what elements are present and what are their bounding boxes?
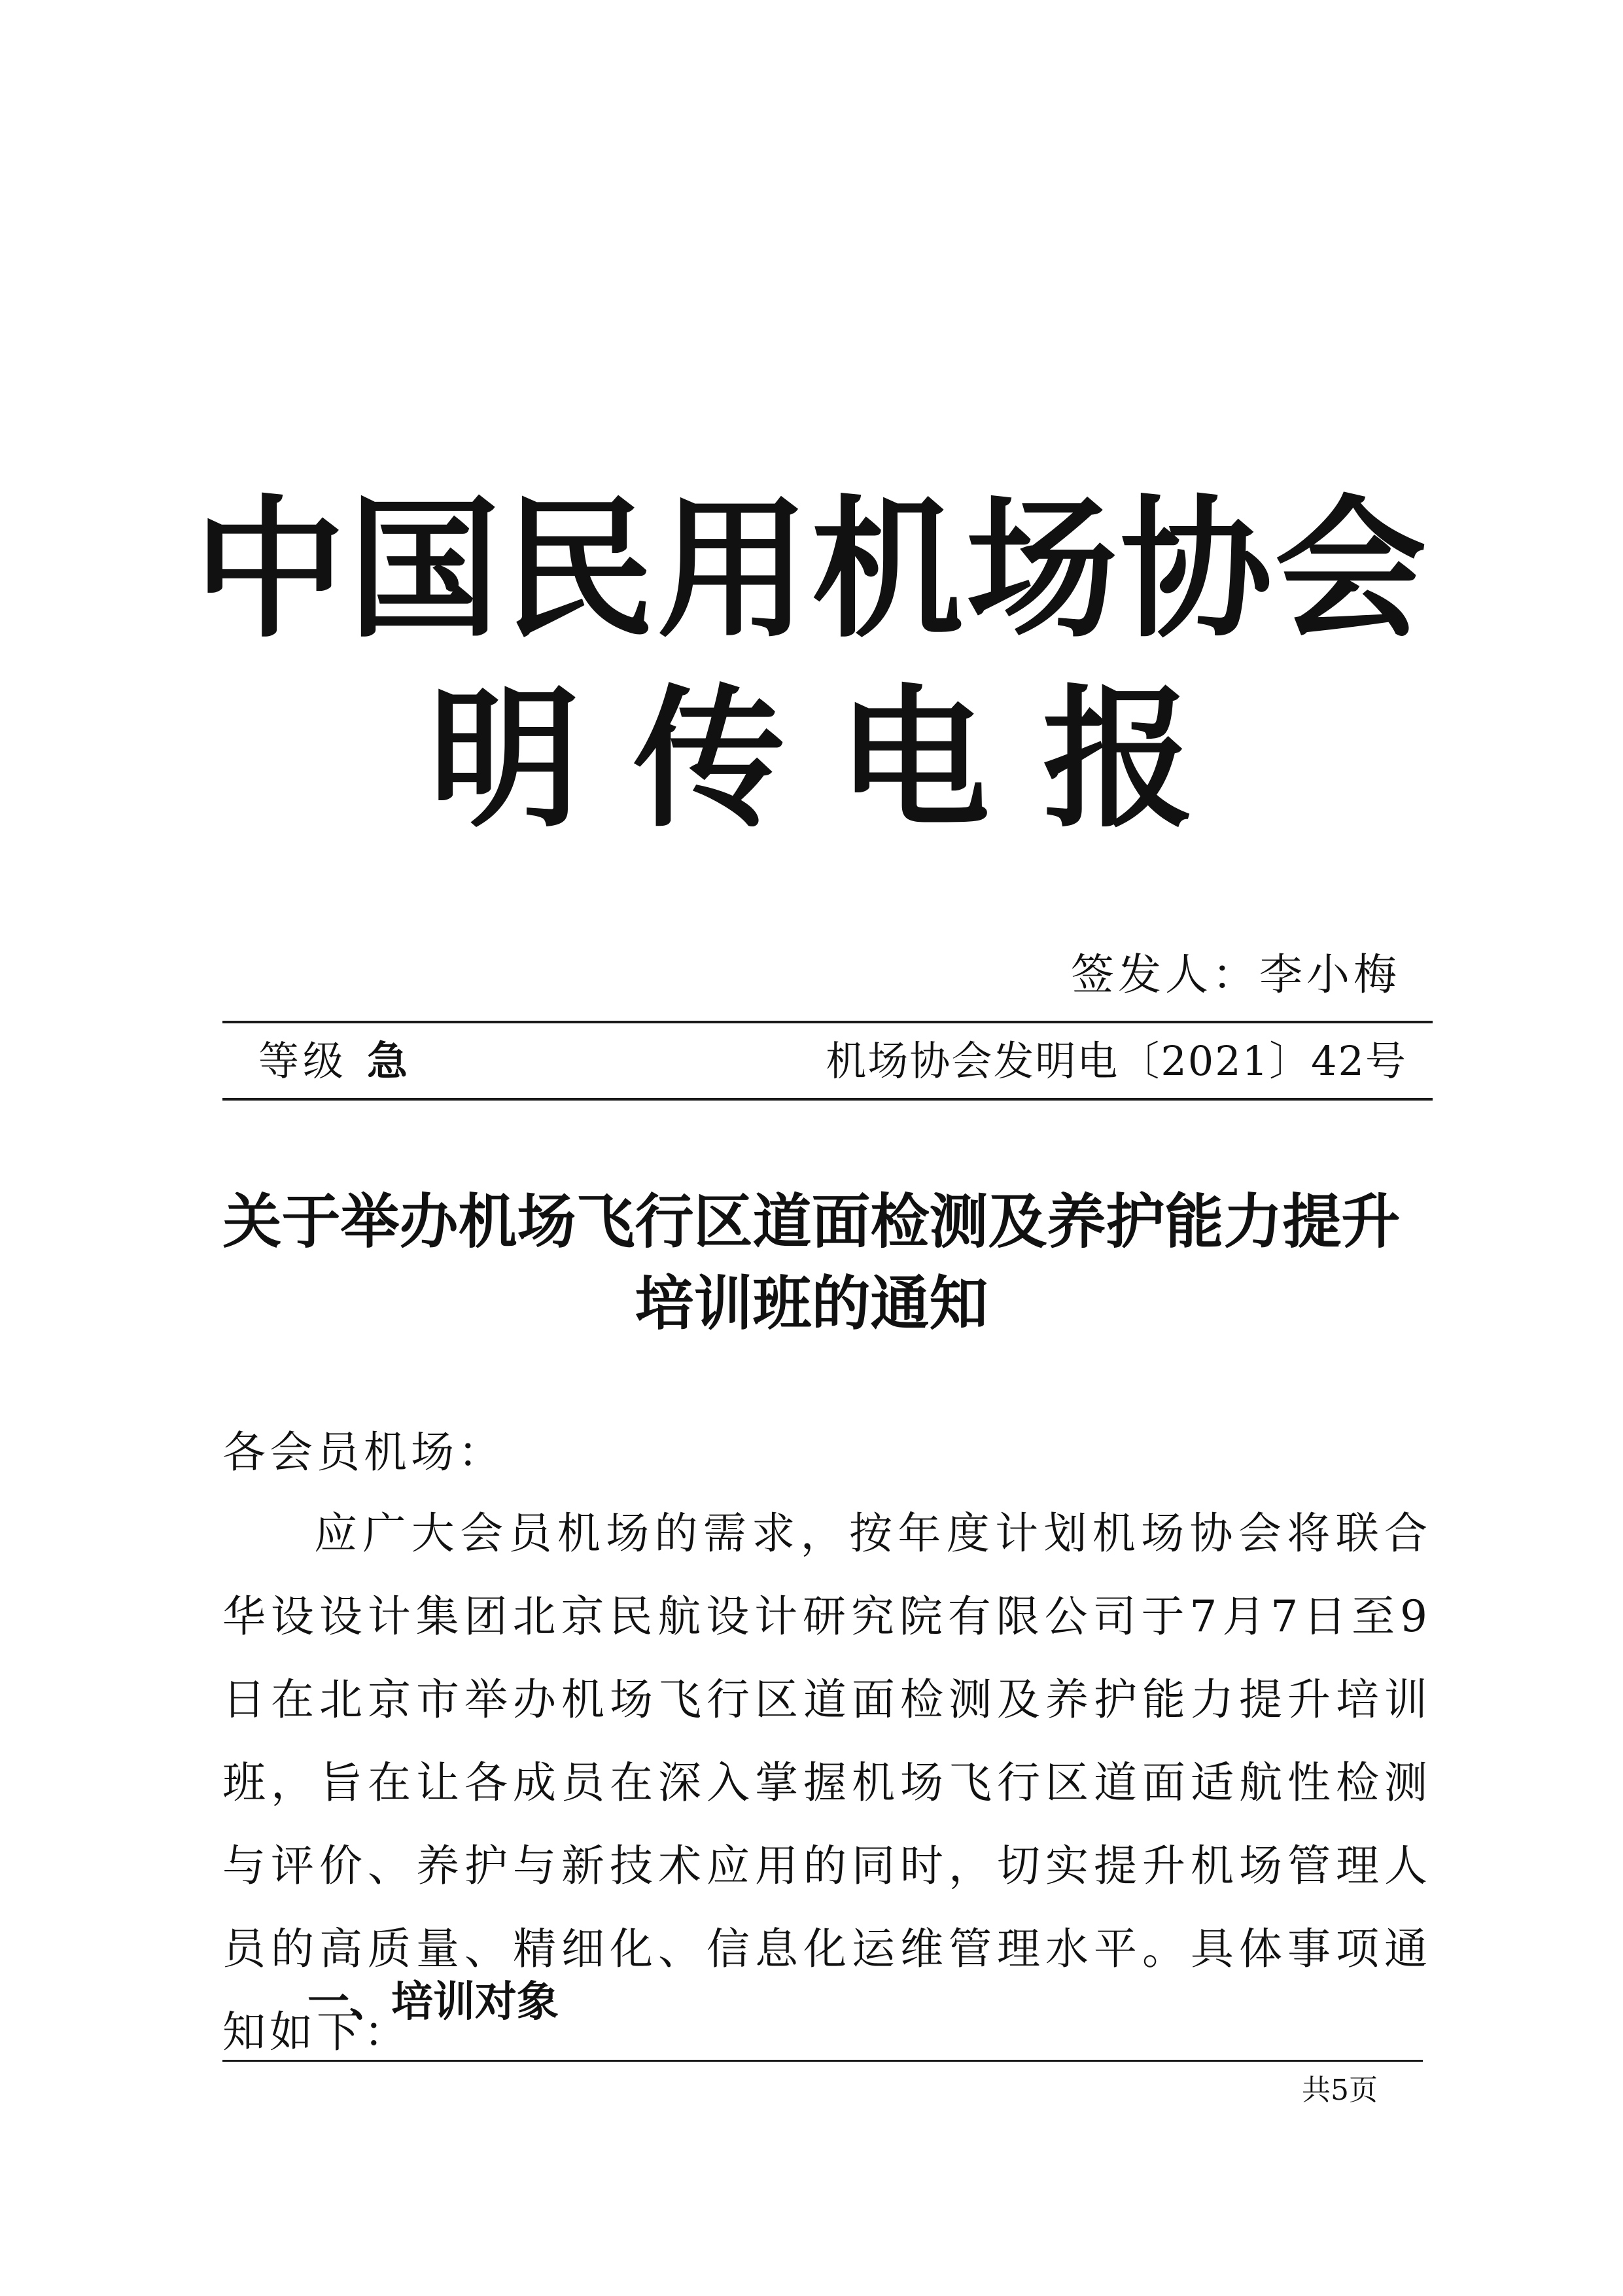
issuer-line: 签发人：李小梅 [1071,949,1401,1000]
doc-type-heading: 明 传 电 报 [428,669,1195,848]
grade-field [258,1029,411,1094]
salutation: 各会员机场： [222,1427,505,1477]
document-number: 机场协会发明电〔2021〕42号 [826,1037,1407,1085]
header-rule-bottom [222,1098,1433,1101]
section-heading-1: 一、培训对象 [307,1978,559,2026]
notice-title: 关于举办机场飞行区道面检测及养护能力提升培训班的通知 [222,1187,1401,1338]
org-name-heading: 中国民用机场协会 [194,480,1429,658]
grade-label: 等级 [258,1037,348,1085]
header-rule-top [222,1021,1433,1023]
page-count: 共5页 [1302,2074,1378,2107]
footer-rule [222,2060,1423,2062]
body-paragraph: 应广大会员机场的需求，按年度计划机场协会将联合华设设计集团北京民航设计研究院有限公司于7月7日至9日在北京市举办机场飞行区道面检测及养护能力提升培训班，旨在让各成员在深入掌握机场飞行区道面适航性检测与评价、养护与新技术应用的同时，切实提升机场管理人员的高质量、精细化、信息化运维管理水平。具体事项通知如下： [222,1508,1431,2057]
grade-value: 急 [367,1037,412,1085]
